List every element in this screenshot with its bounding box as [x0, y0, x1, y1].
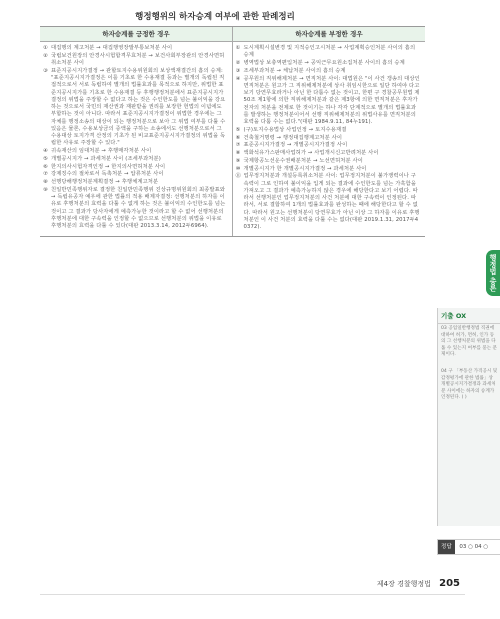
answer-text: 03 ○ 04 ○: [459, 544, 489, 550]
entry-text: 귀속재산의 임대처분 → 후행매각처분 사이: [51, 148, 152, 154]
entry-number: ⑤: [43, 155, 48, 162]
answer-tag: 정답: [438, 540, 455, 554]
entry-number: ②: [43, 52, 48, 59]
entry-number: ⑨: [235, 157, 241, 164]
entry-number: ①: [43, 45, 48, 51]
entry-number: ③: [235, 67, 241, 74]
entry-number: ⑤: [235, 126, 241, 133]
quiz-item: [438, 324, 500, 361]
table-row: [43, 45, 228, 52]
entry-number: ⑧: [43, 179, 48, 185]
table-row: [43, 171, 228, 178]
entry-number: ⑨: [43, 186, 48, 193]
entry-text: (구)토지수용법상 사업인정 → 토지수용재결: [243, 126, 347, 133]
right-column-header: 하자승계를 부정한 경우: [295, 30, 363, 38]
table-row: [236, 173, 422, 231]
footer-divider: [40, 594, 465, 595]
entry-text: 선행당해행정처분계획결정 → 후행체계고처분: [51, 179, 159, 185]
entry-number: ④: [43, 148, 48, 154]
left-column-header: 하자승계를 긍정한 경우: [40, 27, 233, 41]
table-row: [236, 127, 422, 134]
footer: [377, 578, 460, 589]
table-row: [43, 148, 228, 155]
entry-text: 강제징수의 절차로서 독촉처분 → 압류처분 사이: [51, 171, 164, 178]
entry-text: 조세부과처분 → 체납처분 사이의 흠의 승계: [243, 67, 346, 74]
quiz-text: 구 「부동산 가격공시 및 감정평가에 관한 법률」상 개별공시지가결정과 과세처분 사이에는 하자의 승계가 인정된다. ( ): [441, 368, 498, 401]
quiz-header: 기출 OX: [438, 308, 500, 324]
side-strip: [478, 230, 500, 320]
entry-text: 표준지공시지가결정 → 관할토지수용위원회의 보상액재결간의 흠의 승계: "표준지공시지가결정은 이를 기초로 한 수용재결 등과는 별개의 독립된 직접적으로서 서로 독립하여 별개의 법률효과를 목적으로 하지만, 위법한 표준지공시지가를 기초로 한 수용재결 등 후행행정처분에서 표준지공시지가결정의 위법을 주장할 수 없다고 하는 것은 수인한도를 넘는 불이익을 강요하는 것으로서 국민의 재산권과 재판받을 권리를 보장한 헌법의 이념에도 부합하는 것이 아니다. 따라서 표준지공시지가결정이 위법한 경우에는 그 자체를 행정소송의 대상이 되는 행정처분으로 보아 그 위법 여부를 다툴 수 있음은 물론, 수용보상금의 증액을 구하는 소송에서도 선행처분으로서 그 수용대상 토지가격 산정의 기초가 된 비교표준지공시지가결정의 위법을 독립한 사유로 주장할 수 있다.": [51, 67, 226, 147]
quiz-text: 공업일반행정법 직권에 대하여 허가, 면허, 인가 등의 그 선행처분의 위법을 다툴 수 있는지 여부를 묻는 문제이다.: [441, 326, 498, 358]
quiz-box: [437, 308, 500, 526]
answer-box: [437, 539, 500, 555]
table-row: [43, 156, 228, 163]
table-header: [40, 27, 425, 42]
entry-text: 건축철거명령 → 행정대집행계고처분 사이: [243, 134, 343, 141]
entry-number: ⑧: [235, 150, 241, 156]
table-row: [43, 53, 228, 68]
table-row: [236, 68, 422, 75]
table-row: [43, 164, 228, 171]
quiz-item: [438, 367, 500, 404]
table-row: [43, 68, 228, 148]
table-row: [236, 158, 422, 165]
table-row: [236, 76, 422, 127]
table-body: [40, 42, 425, 236]
entry-text: 도시계획시설변경 및 지적승인고시처분 → 사업계획승인처분 사이의 흠의 승계: [243, 45, 416, 59]
chapter-tab[interactable]: 행정법 총론: [486, 250, 500, 296]
entry-text: 대집행의 계고처분 → 대집행영장발부통보처분 사이: [51, 45, 173, 51]
entry-text: 공무원의 직위해제처분 → 면직처분 사이: 대법원은 "이 사건 갱송의 대상인 면직처분은 원고가 그 직위해제처분에 상사 취임시한으로 일단 하여야 다고 보기 당연무효라거나 아닌 한 다툼수 없는 것이고, 한편 구 경찰공무원법 제50조 제1항에 의한 직위해제처분과 같은 제3항에 의한 면직처분은 후자가 전자의 처분을 전제로 한 것이기는 하나 각각 단계적으로 별개의 법률효과를 발생하는 행정처분이어서 선행 직위해제처분의 위법사유를 면직처분의 효력을 다툼 수는 없다."(대판 1984.9.11, 84누191).: [243, 75, 420, 125]
entry-number: ④: [235, 75, 241, 82]
entry-number: ⑥: [43, 163, 48, 170]
entry-text: 표준공시지가결정 → 개별공시지가결정 사이: [243, 142, 348, 149]
entry-number: ⑩: [235, 165, 241, 172]
entry-text: 개별공시지가 한 개별공시지가결정 → 과세처분 사이: [243, 165, 367, 172]
entry-text: 친일반민족행위자로 결정한 친일반민족행위 진상규명위원회의 최종발표와 → 독립유공자 예우에 관한 법률의 적용 배제자결정: 선행처분의 하자를 이유로 후행처분의 효력을 다툴 수 없게 하는 것은 불이익의 수인한도를 넘는 것이고 그 결과가 당사자에게 예측가능한 것이라고 할 수 없어 선행처분의 후행처분에 대한 구속력을 인정할 수 없으므로 선행처분의 위법을 이유로 후행처분의 효력을 다툴 수 있다(대판 2013.3.14, 2012두6964).: [51, 186, 226, 229]
left-column: [40, 42, 233, 236]
table-row: [43, 187, 228, 231]
quiz-number: 03: [441, 326, 447, 331]
table-row: [236, 166, 422, 173]
entry-number: ⑦: [43, 171, 48, 178]
quiz-number: 04: [441, 368, 447, 374]
entry-text: 액화석유가스판매사업허가 → 사업개시신고반려처분 사이: [243, 150, 379, 156]
precedent-table: [40, 26, 425, 237]
right-column: [233, 42, 426, 236]
entry-text: 국립보건원장의 안경사시험합격무효처분 → 보건사회부장관의 안경사면허취소처분 사이: [51, 52, 225, 66]
table-row: [43, 179, 228, 186]
entry-text: 업무정지처분과 개설등록취소처분 사이: 업무정지처분이 불가쟁력이나 구속력이 그로 인하여 불이익을 입게 되는 결과에 수인한도를 넘는 가혹함을 가져오고 그 결과가 예측가능하지 않은 경우에 해당한다고 보기 어렵다. 따라서 선행처분인 업무정지처분의 사건 처분에 대한 구속력이 인정된다. 따라서, 서로 결합하여 1개의 법률효과를 완성하는 때에 해당한다고 할 수 없다. 따라서 원고는 선행처분이 당연무효가 아닌 이상 그 하자를 이유로 후행처분인 이 사건 처분의 효력을 다툴 수는 없다(대판 2019.1.31, 2017두40372).: [243, 173, 420, 230]
table-row: [236, 135, 422, 142]
entry-number: ⑥: [235, 134, 241, 141]
entry-text: 개별공시지가 → 과세처분 사이 (조세부과처분): [51, 155, 161, 162]
entry-text: 병역법상 보충역편입처분 → 공익근무요원소집처분 사이의 흠의 승계: [243, 60, 405, 66]
entry-number: ③: [43, 67, 48, 74]
table-row: [236, 150, 422, 157]
entry-number: ⑦: [235, 142, 241, 149]
table-row: [236, 45, 422, 60]
footer-chapter: 제4장 경찰행정법: [376, 580, 431, 588]
page-number: 205: [439, 578, 460, 589]
entry-number: ①: [235, 45, 241, 51]
entry-text: 한지의사시험자격인정 → 한지의사면허처분 사이: [51, 163, 166, 170]
table-row: [236, 142, 422, 149]
page-title: 행정행위의 하자승계 여부에 관한 판례정리: [135, 12, 295, 22]
table-row: [236, 60, 422, 67]
entry-number: ⑪: [235, 173, 241, 180]
entry-text: 국제항공노선운수권배분처분 → 노선면허처분 사이: [243, 157, 363, 164]
entry-number: ②: [235, 60, 241, 66]
